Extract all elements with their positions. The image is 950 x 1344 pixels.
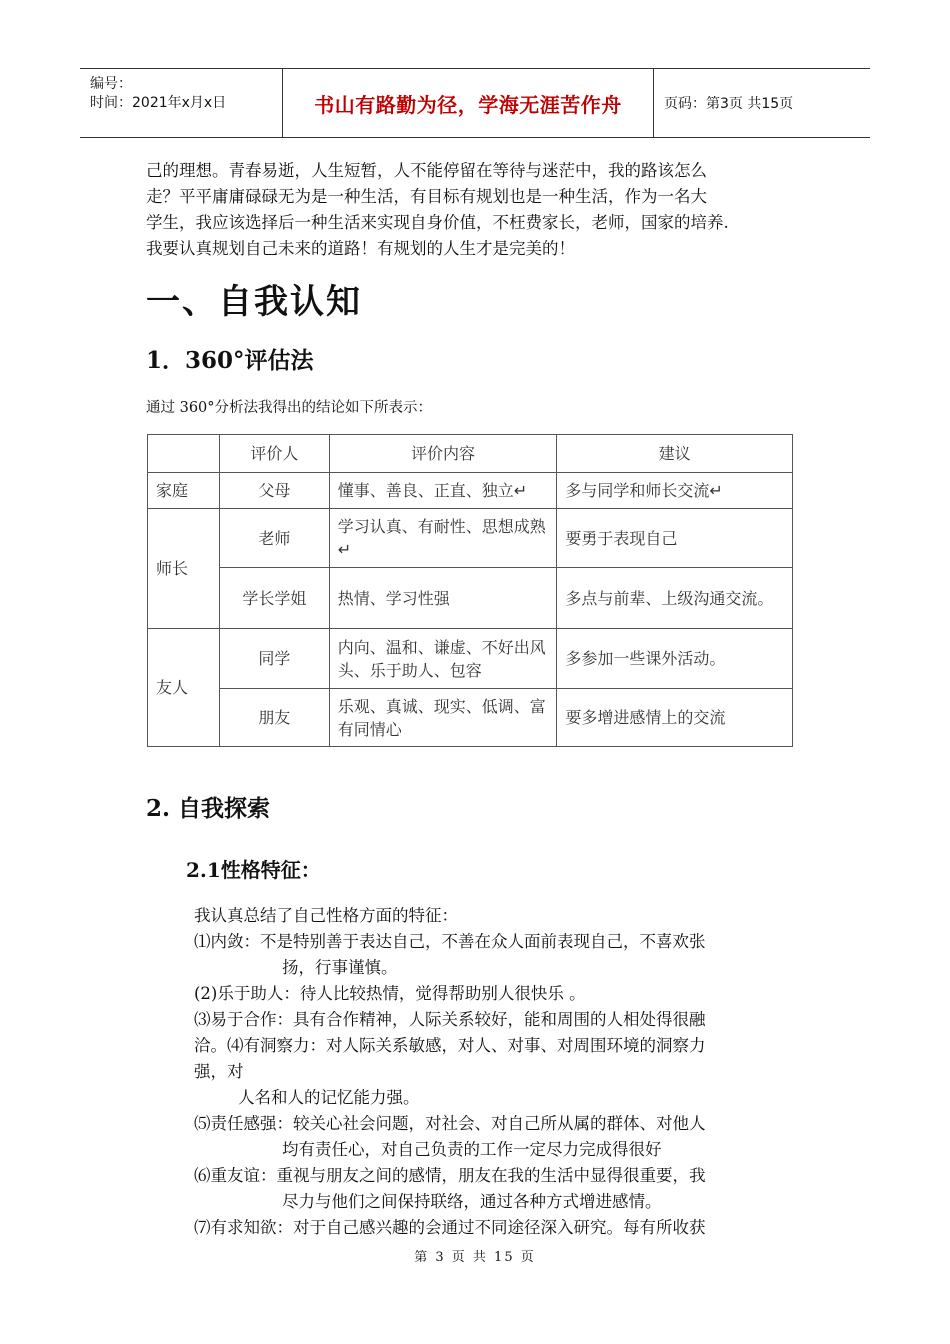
intro-line: 走？平平庸庸碌碌无为是一种生活，有目标有规划也是一种生活，作为一名大 — [146, 187, 707, 206]
trait-line: 人名和人的记忆能力强。 — [238, 1088, 420, 1107]
intro-line: 我要认真规划自己未来的道路！有规划的人生才是完美的！ — [146, 239, 575, 258]
intro-paragraph — [146, 158, 810, 262]
table-header-cell: 建议 — [557, 435, 793, 473]
evaluator-cell: 老师 — [219, 509, 329, 568]
time-label: 时间：2021年x月x日 — [90, 95, 227, 111]
section-title-self-awareness: 一、自我认知 — [146, 282, 362, 322]
intro-line: 学生，我应该选择后一种生活来实现自身价值，不枉费家长，老师，国家的培养. — [146, 213, 729, 232]
trait-line: ⑶易于合作：具有合作精神，人际关系较好，能和周围的人相处得很融 — [194, 1010, 706, 1029]
evaluator-cell: 学长学姐 — [219, 568, 329, 629]
group-family: 家庭 — [148, 473, 220, 509]
advice-cell: 多点与前辈、上级沟通交流。 — [557, 568, 793, 629]
evaluation-table — [147, 434, 793, 747]
group-friends: 友人 — [148, 629, 220, 747]
subsection-intro: 通过 360°分析法我得出的结论如下所表示： — [146, 400, 433, 416]
trait-line: 扬，行事谨慎。 — [282, 958, 398, 977]
trait-line: ⑸责任感强：较关心社会问题，对社会、对自己所从属的群体、对他人 — [194, 1114, 706, 1133]
subsection-title-360: 1．360°评估法 — [146, 347, 314, 374]
trait-line: 均有责任心，对自己负责的工作一定尽力完成得很好 — [282, 1140, 662, 1159]
header-page-info: 页码：第3页 共15页 — [664, 96, 794, 112]
content-cell: 懂事、善良、正直、独立↵ — [329, 473, 557, 509]
number-label: 编号： — [90, 76, 132, 92]
evaluator-cell: 父母 — [219, 473, 329, 509]
intro-line: 己的理想。青春易逝，人生短暂，人不能停留在等待与迷茫中，我的路该怎么 — [146, 161, 707, 180]
group-teachers: 师长 — [148, 509, 220, 629]
header-motto: 书山有路勤为径，学海无涯苦作舟 — [314, 92, 622, 117]
page-header — [80, 68, 870, 138]
table-row — [148, 689, 793, 747]
trait-line: ⑺有求知欲：对于自己感兴趣的会通过不同途径深入研究。每有所收获 — [194, 1218, 706, 1237]
section-title-self-exploration: 2. 自我探索 — [146, 795, 271, 822]
table-row — [148, 568, 793, 629]
advice-cell: 要勇于表现自己 — [557, 509, 793, 568]
table-header-row — [148, 435, 793, 473]
advice-cell: 多参加一些课外活动。 — [557, 629, 793, 689]
personality-traits — [194, 903, 800, 1241]
evaluator-cell: 朋友 — [219, 689, 329, 747]
page-footer: 第 3 页 共 15 页 — [414, 1250, 536, 1265]
traits-intro: 我认真总结了自己性格方面的特征： — [194, 906, 458, 925]
trait-line: ⑴内敛：不是特别善于表达自己，不善在众人面前表现自己，不喜欢张 — [194, 932, 706, 951]
content-cell: 热情、学习性强 — [329, 568, 557, 629]
content-cell: 内向、温和、谦虚、不好出风头、乐于助人、包容 — [329, 629, 557, 689]
table-row — [148, 473, 793, 509]
advice-cell: 要多增进感情上的交流 — [557, 689, 793, 747]
content-cell: 乐观、真诚、现实、低调、富有同情心 — [329, 689, 557, 747]
header-motto-cell — [282, 69, 654, 137]
trait-line: 强，对 — [194, 1062, 244, 1081]
trait-line: 尽力与他们之间保持联络，通过各种方式增进感情。 — [282, 1192, 662, 1211]
advice-cell: 多与同学和师长交流↵ — [557, 473, 793, 509]
table-header-cell: 评价人 — [219, 435, 329, 473]
subsection-title-personality: 2.1性格特征： — [186, 858, 321, 882]
trait-line: ⑹重友谊：重视与朋友之间的感情，朋友在我的生活中显得很重要，我 — [194, 1166, 706, 1185]
header-meta — [80, 69, 282, 137]
table-header-cell — [148, 435, 220, 473]
trait-line: (2)乐于助人：待人比较热情，觉得帮助别人很快乐 。 — [194, 984, 586, 1003]
table-row — [148, 629, 793, 689]
trait-line: 洽。⑷有洞察力：对人际关系敏感，对人、对事、对周围环境的洞察力 — [194, 1036, 706, 1055]
content-cell: 学习认真、有耐性、思想成熟↵ — [329, 509, 557, 568]
table-row — [148, 509, 793, 568]
evaluator-cell: 同学 — [219, 629, 329, 689]
table-header-cell: 评价内容 — [329, 435, 557, 473]
